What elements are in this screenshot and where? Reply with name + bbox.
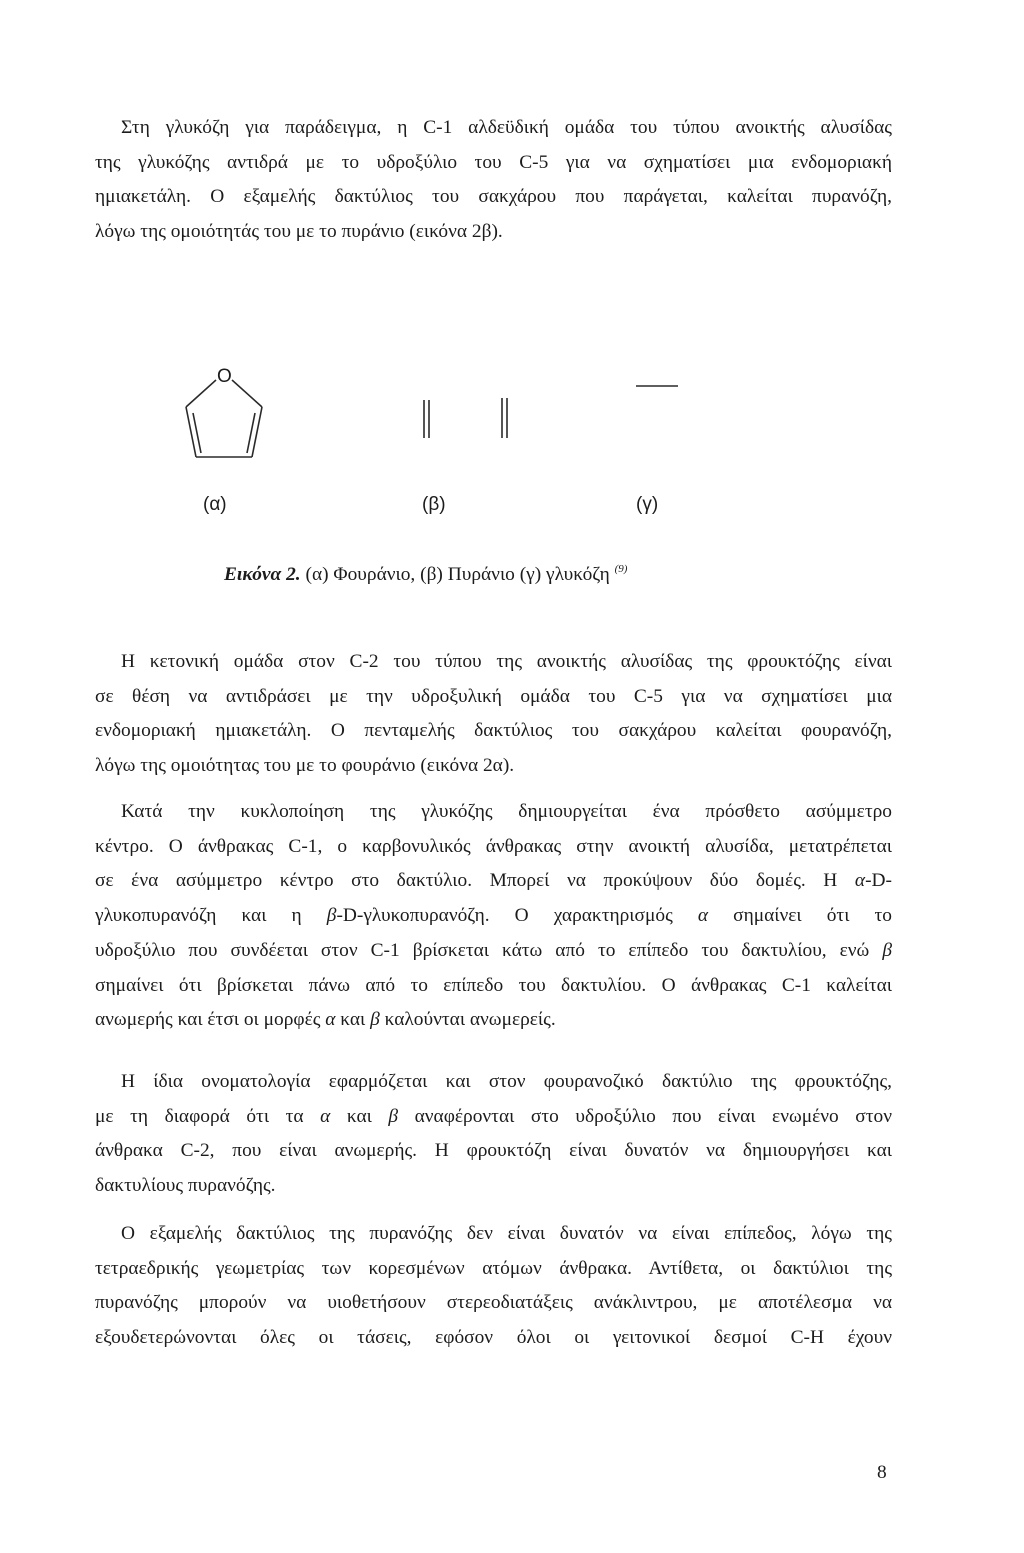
paragraph-chair-conformation (95, 1217, 892, 1356)
paragraph-fructose-nomenclature (95, 1065, 892, 1204)
figure-label-b: (β) (422, 494, 446, 515)
text-line: Ο εξαμελής δακτύλιος της πυρανόζης δεν είναι δυνατόν να είναι επίπεδος, λόγω της (121, 1223, 892, 1244)
furan-bond (186, 407, 196, 457)
atom-label-oxygen: O (217, 366, 232, 387)
beta-symbol: β (388, 1105, 399, 1127)
text-line: σε θέση να αντιδράσει με την υδροξυλική ομάδα του C-5 για να σχηματίσει μια (95, 685, 892, 707)
furan-bond (252, 407, 262, 457)
beta-symbol: β (326, 905, 337, 927)
paragraph-furanose (95, 645, 892, 784)
alpha-symbol: α (854, 870, 866, 892)
caption-text: (α) Φουράνιο, (β) Πυράνιο (γ) γλυκόζη (300, 564, 615, 585)
alpha-symbol: α (320, 1105, 331, 1127)
furan-bond (232, 380, 262, 407)
text-line: σημαίνει ότι βρίσκεται πάνω από το επίπεδο του δακτυλίου. Ο άνθρακας C-1 καλείται (95, 974, 892, 996)
figure-label-c: (γ) (636, 494, 659, 515)
caption-title: Εικόνα 2. (224, 564, 301, 585)
text-segment: -D- (865, 870, 892, 892)
text-line: εξουδετερώνονται όλες οι τάσεις, εφόσον όλοι οι γειτονικοί δεσμοί C-H έχουν (95, 1327, 892, 1349)
text-line: Στη γλυκόζη για παράδειγμα, η C-1 αλδεϋδική ομάδα του τύπου ανοικτής αλυσίδας (121, 117, 892, 138)
text-line (95, 864, 892, 899)
text-line: Κατά την κυκλοποίηση της γλυκόζης δημιουργείται ένα πρόσθετο ασύμμετρο (121, 801, 892, 822)
text-segment: σημαίνει ότι το (708, 905, 892, 927)
figure-label-a: (α) (203, 494, 227, 515)
text-line: λόγω της ομοιότητας του με το φουράνιο (εικόνα 2α). (95, 755, 515, 777)
caption-reference: (9) (614, 563, 628, 575)
text-line: τετραεδρικής γεωμετρίας των κορεσμένων ατόμων άνθρακα. Αντίθετα, οι δακτύλιοι της (95, 1257, 892, 1279)
text-line: Η κετονική ομάδα στον C-2 του τύπου της ανοικτής αλυσίδας της φρουκτόζης είναι (121, 651, 892, 672)
alpha-symbol: α (325, 1009, 336, 1031)
alpha-symbol: α (697, 905, 709, 927)
pyran-structure (424, 398, 507, 438)
text-segment: αναφέρονται στο υδροξύλιο που είναι ενωμένο στον (398, 1105, 892, 1127)
text-segment: γλυκοπυρανόζη και η (95, 905, 327, 927)
page-number: 8 (877, 1462, 887, 1483)
text-line: κέντρο. Ο άνθρακας C-1, ο καρβονυλικός άνθρακας στην ανοικτή αλυσίδα, μετατρέπεται (95, 835, 892, 857)
text-segment: με τη διαφορά ότι τα (95, 1105, 321, 1127)
text-segment: καλούνται ανωμερείς. (379, 1009, 556, 1031)
text-line: πυρανόζης μπορούν να υιοθετήσουν στερεοδιατάξεις ανάκλιντρου, με αποτέλεσμα να (95, 1292, 892, 1314)
text-line: άνθρακα C-2, που είναι ανωμερής. Η φρουκτόζη είναι δυνατόν να δημιουργήσει και (95, 1140, 892, 1162)
text-line: δακτυλίους πυρανόζης. (95, 1175, 276, 1197)
furan-bond (186, 380, 216, 407)
text-segment: υδροξύλιο που συνδέεται στον C-1 βρίσκεται κάτω από το επίπεδο του δακτυλίου, ενώ (95, 939, 883, 961)
text-segment: και (335, 1009, 371, 1031)
beta-symbol: β (882, 939, 892, 961)
text-line (95, 934, 892, 969)
paragraph-anomers (95, 795, 892, 1038)
text-line: ημιακετάλη. Ο εξαμελής δακτύλιος του σακχάρου που παράγεται, καλείται πυρανόζη, (95, 186, 892, 208)
text-segment: και (330, 1105, 389, 1127)
structure-drawings (0, 0, 1024, 540)
text-line: της γλυκόζης αντιδρά με το υδροξύλιο του C-5 για να σχηματίσει μια ενδομοριακή (95, 151, 892, 173)
text-line: Η ίδια ονοματολογία εφαρμόζεται και στον φουρανοζικό δακτύλιο της φρουκτόζης, (121, 1071, 892, 1092)
text-line (95, 1100, 892, 1135)
furan-structure (186, 380, 262, 457)
text-segment: σε ένα ασύμμετρο κέντρο στο δακτύλιο. Μπορεί να προκύψουν δύο δομές. Η (95, 870, 855, 892)
text-segment: -D-γλυκοπυρανόζη. Ο χαρακτηρισμός (336, 905, 698, 927)
text-line: ενδομοριακή ημιακετάλη. Ο πενταμελής δακτύλιος του σακχάρου καλείται φουρανόζη, (95, 720, 892, 742)
text-line (95, 899, 892, 934)
text-segment: ανωμερής και έτσι οι μορφές (95, 1009, 326, 1031)
figure-caption (224, 563, 627, 586)
beta-symbol: β (370, 1009, 380, 1031)
text-line (95, 1003, 892, 1038)
text-line: λόγω της ομοιότητάς του με το πυράνιο (εικόνα 2β). (95, 221, 503, 243)
